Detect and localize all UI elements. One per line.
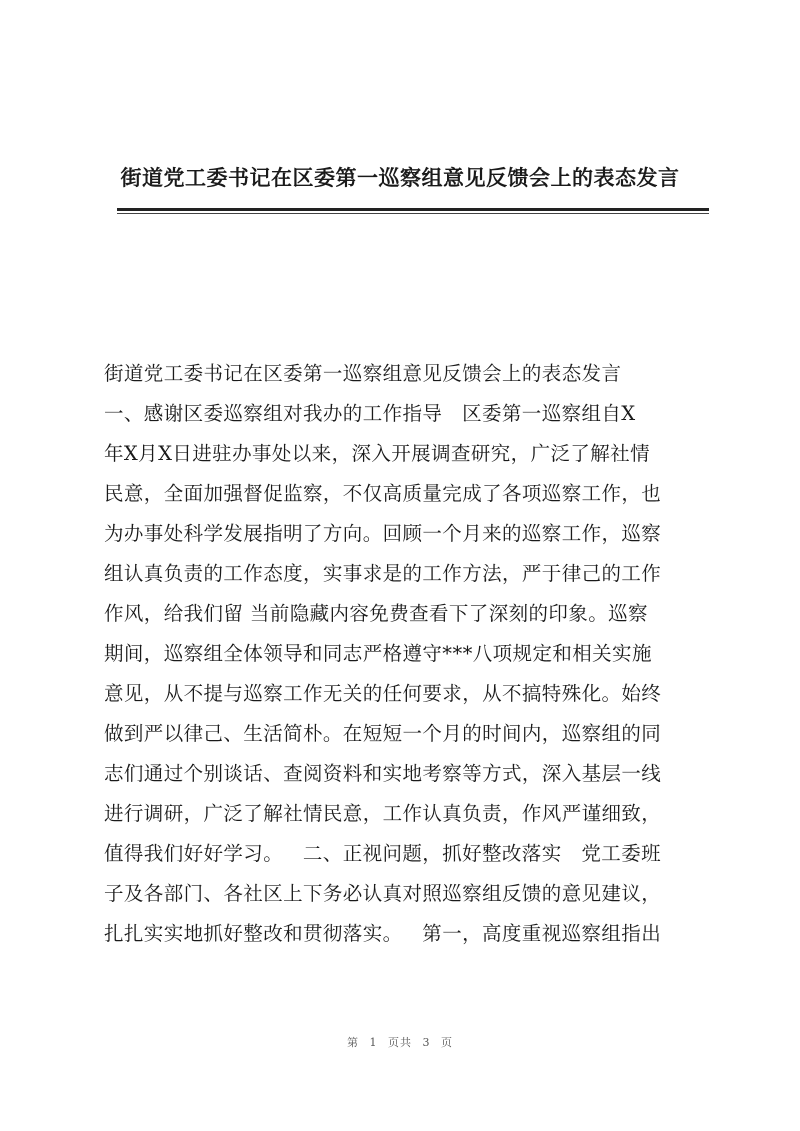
body-line: 进行调研，广泛了解社情民意，工作认真负责，作风严谨细致， [104, 802, 662, 825]
body-line: 为办事处科学发展指明了方向。回顾一个月来的巡察工作，巡察 [104, 522, 662, 545]
body-line: 期间，巡察组全体领导和同志严格遵守***八项规定和相关实施 [104, 642, 652, 665]
body-line: 年X月X日进驻办事处以来，深入开展调查研究，广泛了解社情 [104, 442, 650, 465]
body-line: 一、感谢区委巡察组对我办的工作指导 区委第一巡察组自X [104, 402, 636, 425]
body-line: 子及各部门、各社区上下务必认真对照巡察组反馈的意见建议， [104, 882, 662, 905]
page-title: 街道党工委书记在区委第一巡察组意见反馈会上的表态发言 [120, 165, 680, 190]
title-divider-thin [117, 213, 709, 214]
body-line: 组认真负责的工作态度，实事求是的工作方法，严于律己的工作 [104, 562, 662, 585]
body-line: 做到严以律己、生活简朴。在短短一个月的时间内，巡察组的同 [104, 722, 662, 745]
body-text [104, 354, 708, 954]
body-line: 志们通过个别谈话、查阅资料和实地考察等方式，深入基层一线 [104, 762, 662, 785]
body-line: 作风，给我们留 当前隐藏内容免费查看下了深刻的印象。巡察 [104, 602, 648, 625]
page-number: 第 1 页共 3 页 [347, 1036, 453, 1049]
body-line: 民意，全面加强督促监察，不仅高质量完成了各项巡察工作，也 [104, 482, 662, 505]
title-divider [117, 208, 709, 211]
body-line: 街道党工委书记在区委第一巡察组意见反馈会上的表态发言 [104, 362, 622, 385]
body-line: 扎扎实实地抓好整改和贯彻落实。 第一，高度重视巡察组指出 [104, 922, 662, 945]
body-line: 值得我们好好学习。 二、正视问题，抓好整改落实 党工委班 [104, 842, 661, 865]
body-line: 意见，从不提与巡察工作无关的任何要求，从不搞特殊化。始终 [104, 682, 662, 705]
